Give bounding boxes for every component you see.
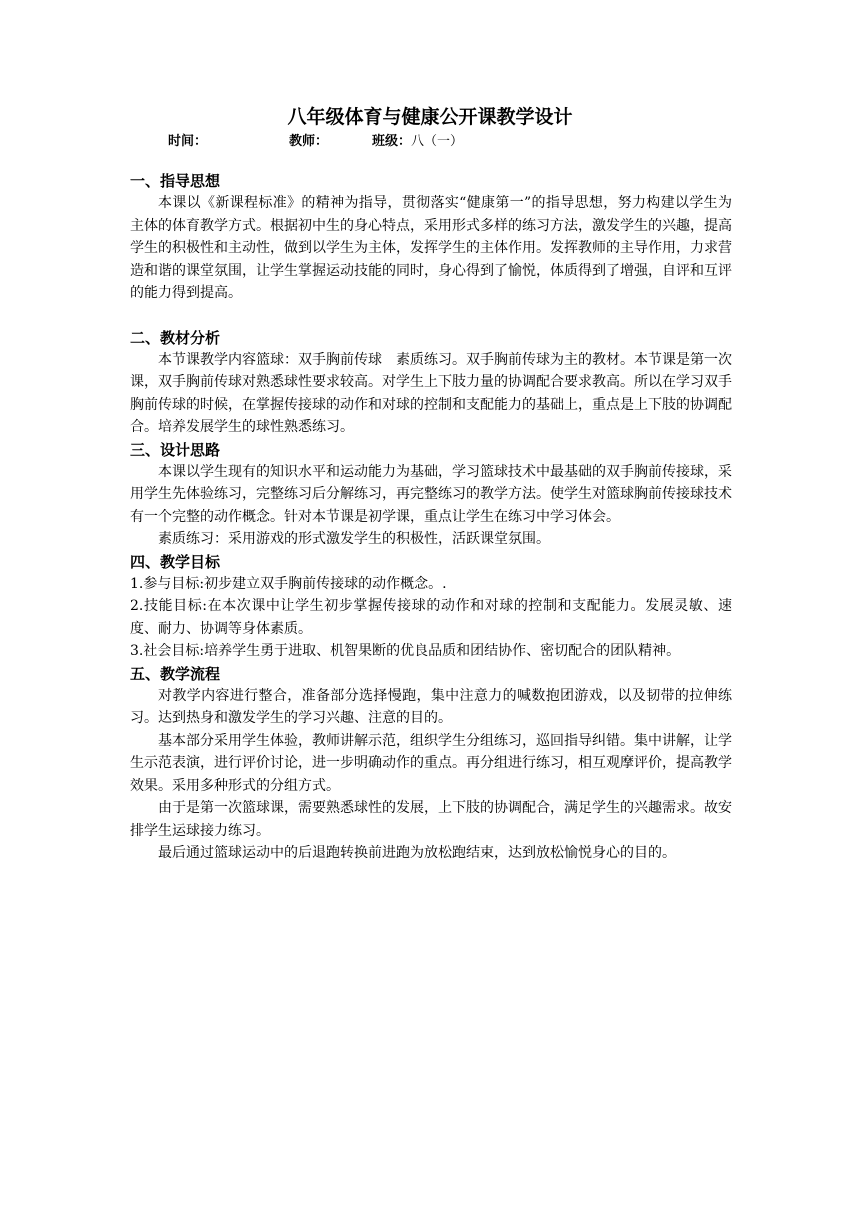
document-title: 八年级体育与健康公开课教学设计 xyxy=(287,106,573,128)
goal-item: 2.技能目标:在本次课中让学生初步掌握传接球的动作和对球的控制和支配能力。发展灵敏、速度、耐力、协调等身体素质。 xyxy=(130,598,732,637)
time-label: 时间： xyxy=(168,134,208,149)
section-paragraph: 素质练习：采用游戏的形式激发学生的积极性，活跃课堂氛围。 xyxy=(158,531,550,547)
class-value: 八（一） xyxy=(411,134,464,149)
section-paragraph: 基本部分采用学生体验，教师讲解示范，组织学生分组练习，巡回指导纠错。集中讲解，让学生示范表演，进行评价讨论，进一步明确动作的重点。再分组进行练习，相互观摩评价，提高教学效果。采用多种形式的分组方式。 xyxy=(130,732,732,794)
section-heading: 四、教学目标 xyxy=(130,552,221,571)
section-teaching-goals xyxy=(130,551,732,663)
document-body xyxy=(130,170,732,865)
teacher-label: 教师： xyxy=(289,134,329,149)
section-paragraph: 本课以《新课程标准》的精神为指导，贯彻落实“健康第一”的指导思想，努力构建以学生为主体的体育教学方式。根据初中生的身心特点，采用形式多样的练习方法，激发学生的兴趣，提高学生的积极性和主动性，做到以学生为主体，发挥学生的主体作用。发挥教师的主导作用，力求营造和谐的课堂氛围，让学生掌握运动技能的同时，身心得到了愉悦，体质得到了增强，自评和互评的能力得到提高。 xyxy=(130,195,732,301)
section-paragraph: 本课以学生现有的知识水平和运动能力为基础，学习篮球技术中最基础的双手胸前传接球，采用学生先体验练习，完整练习后分解练习，再完整练习的教学方法。使学生对篮球胸前传接球技术有一个完整的动作概念。针对本节课是初学课，重点让学生在练习中学习体会。 xyxy=(130,463,732,525)
class-info xyxy=(372,132,463,152)
section-teaching-process xyxy=(130,663,732,865)
section-paragraph: 本节课教学内容篮球：双手胸前传球 素质练习。双手胸前传球为主的教材。本节课是第一次课，双手胸前传球对熟悉球性要求较高。对学生上下肢力量的协调配合要求教高。所以在学习双手胸前传球的时候，在掌握传接球的动作和对球的控制和支配能力的基础上，重点是上下肢的协调配合。培养发展学生的球性熟悉练习。 xyxy=(130,351,732,435)
section-paragraph: 由于是第一次篮球课，需要熟悉球性的发展，上下肢的协调配合，满足学生的兴趣需求。故安排学生运球接力练习。 xyxy=(130,800,732,839)
goal-item: 3.社会目标:培养学生勇于进取、机智果断的优良品质和团结协作、密切配合的团队精神。 xyxy=(130,643,681,659)
lesson-meta-line xyxy=(0,132,860,152)
section-heading: 二、教材分析 xyxy=(130,328,221,347)
class-label: 班级： xyxy=(372,134,412,149)
section-paragraph: 对教学内容进行整合，准备部分选择慢跑，集中注意力的喊数抱团游戏，以及韧带的拉伸练习。达到热身和激发学生的学习兴趣、注意的目的。 xyxy=(130,687,732,726)
section-design-idea xyxy=(130,439,732,551)
section-paragraph: 最后通过篮球运动中的后退跑转换前进跑为放松跑结束，达到放松愉悦身心的目的。 xyxy=(158,845,676,861)
section-heading: 五、教学流程 xyxy=(130,664,221,683)
section-guiding-thought xyxy=(130,170,732,305)
section-heading: 三、设计思路 xyxy=(130,440,221,459)
section-spacer xyxy=(130,305,732,327)
section-heading: 一、指导思想 xyxy=(130,172,221,190)
section-material-analysis xyxy=(130,327,732,439)
goal-item: 1.参与目标:初步建立双手胸前传接球的动作概念。. xyxy=(130,575,447,592)
